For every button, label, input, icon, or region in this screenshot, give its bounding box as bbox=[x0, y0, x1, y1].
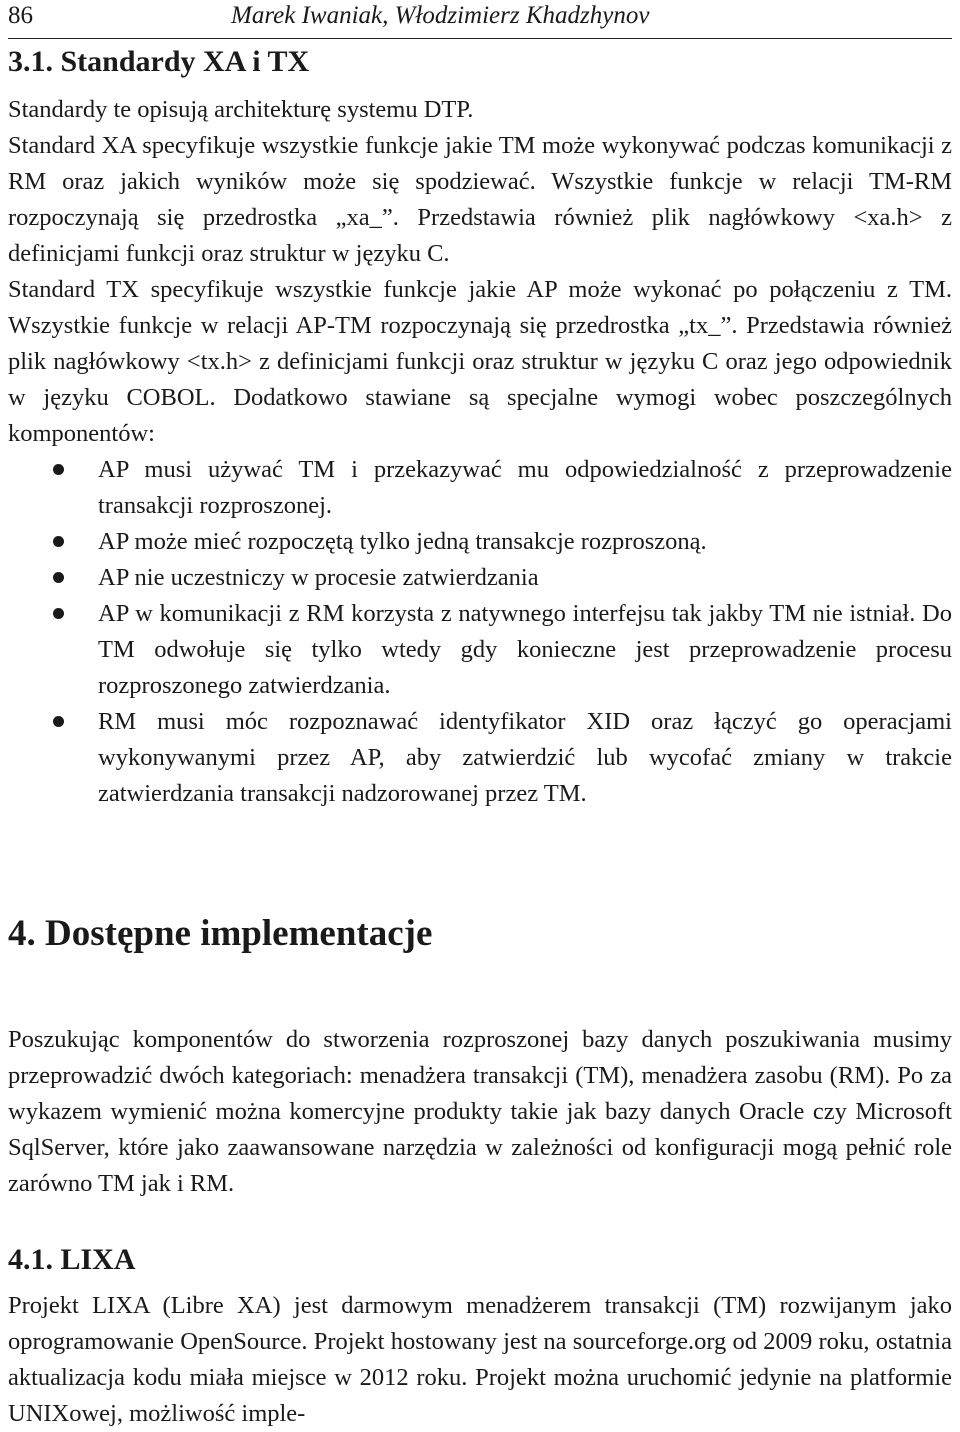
list-item-text: AP może mieć rozpoczętą tylko jedną transakcje rozproszoną. bbox=[98, 528, 707, 555]
running-header-authors: Marek Iwaniak, Włodzimierz Khadzhynov bbox=[231, 2, 650, 29]
section-3-1 bbox=[8, 42, 952, 82]
list-item bbox=[8, 560, 952, 596]
page-number: 86 bbox=[8, 2, 33, 29]
section-heading: 3.1. Standardy XA i TX bbox=[8, 45, 310, 78]
bullet-icon bbox=[53, 608, 64, 619]
chapter-4-paragraph: Poszukując komponentów do stworzenia rozproszonej bazy danych poszukiwania musimy przeprowadzić dwóch kategoriach: menadżera transakcji (TM), menadżera zasobu (RM). Po za wykazem wymienić można komercyjne produkty takie jak bazy danych Oracle czy Microsoft SqlServer, które jako zaawansowane narzędzia w zależności od konfiguracji mogą pełnić role zarówno TM jak i RM. bbox=[8, 1026, 952, 1197]
lixa-paragraph: Projekt LIXA (Libre XA) jest darmowym menadżerem transakcji (TM) rozwijanym jako oprogramowanie OpenSource. Projekt hostowany jest na sourceforge.org od 2009 roku, ostatnia aktualizacja kodu miała miejsce w 2012 roku. Projekt można uruchomić jedynie na platformie UNIXowej, możliwość imple- bbox=[8, 1292, 952, 1427]
requirements-list bbox=[8, 452, 952, 812]
list-item-text: AP musi używać TM i przekazywać mu odpowiedzialność z przeprowadzenie transakcji rozproszonej. bbox=[98, 456, 952, 519]
section-heading: 4.1. LIXA bbox=[8, 1243, 136, 1276]
chapter-heading: 4. Dostępne implementacje bbox=[8, 913, 433, 954]
xa-paragraph: Standard XA specyfikuje wszystkie funkcje jakie TM może wykonywać podczas komunikacji z RM oraz jakich wyników może się spodziewać. Wszystkie funkcje w relacji TM-RM rozpoczynają się przedrostka „xa_”. Przedstawia również plik nagłówkowy <xa.h> z definicjami funkcji oraz struktur w języku C. bbox=[8, 132, 952, 267]
bullet-icon bbox=[53, 716, 64, 727]
tx-paragraph: Standard TX specyfikuje wszystkie funkcje jakie AP może wykonać po połączeniu z TM. Wszystkie funkcje w relacji AP-TM rozpoczynają się przedrostka „tx_”. Przedstawia również plik nagłówkowy <tx.h> z definicjami funkcji oraz struktur w języku C oraz jego odpowiednik w języku COBOL. Dodatkowo stawiane są specjalne wymogi wobec poszczególnych komponentów: bbox=[8, 276, 952, 447]
list-item-text: AP w komunikacji z RM korzysta z natywnego interfejsu tak jakby TM nie istniał. Do TM odwołuje się tylko wtedy gdy konieczne jest przeprowadzenie procesu rozproszonego zatwierdzania. bbox=[98, 600, 952, 699]
bullet-icon bbox=[53, 572, 64, 583]
bullet-icon bbox=[53, 464, 64, 475]
section-4-1 bbox=[8, 1240, 952, 1280]
section-4-1-body bbox=[8, 1288, 952, 1432]
bullet-icon bbox=[53, 536, 64, 547]
chapter-4-body bbox=[8, 1022, 952, 1202]
section-3-1-body bbox=[8, 92, 952, 812]
chapter-4 bbox=[8, 910, 952, 958]
list-item-text: AP nie uczestniczy w procesie zatwierdzania bbox=[98, 564, 539, 591]
intro-paragraph: Standardy te opisują architekturę systemu DTP. bbox=[8, 96, 474, 123]
list-item bbox=[8, 704, 952, 812]
list-item bbox=[8, 452, 952, 524]
list-item bbox=[8, 596, 952, 704]
running-header bbox=[8, 0, 952, 39]
list-item bbox=[8, 524, 952, 560]
list-item-text: RM musi móc rozpoznawać identyfikator XID oraz łączyć go operacjami wykonywanymi przez AP, aby zatwierdzić lub wycofać zmiany w trakcie zatwierdzania transakcji nadzorowanej przez TM. bbox=[98, 708, 952, 807]
